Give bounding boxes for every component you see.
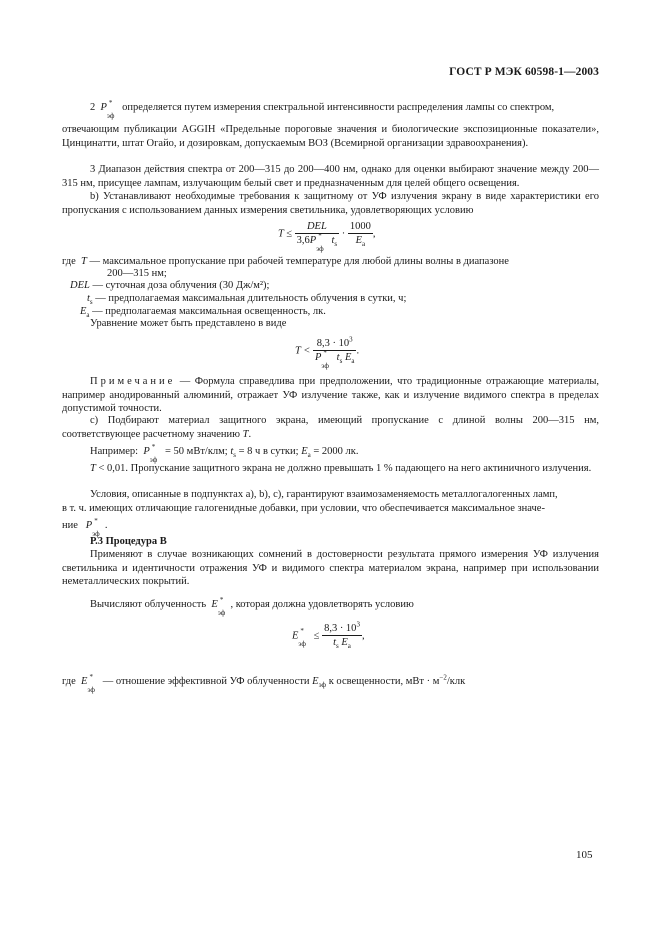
formula-fraction-del: DEL 3,6P * эф $t_s$ [296,221,338,253]
item-b-paragraph: b) Устанавливают необходимые требования к защитному от УФ излучения экрану в виде характеристики его пропускания с использованием данных измерения светильника, удовлетворяющих условию [62,191,599,216]
conditions-line-3: ние P * эф . [62,517,108,538]
formula-simplified: T < $8,3 \cdot 10^3$ P * эф $t_s$ $E_a$ . [295,335,360,370]
note-3-paragraph: 3 Диапазон действия спектра от 200—315 до 200—400 нм, однако для оценки выбирают значение между 200—315 нм, присущее лампам, излучающим белый свет и предназначенным для целей общего освещения. [62,164,599,189]
standard-code-header: ГОСТ Р МЭК 60598-1—2003 [449,66,599,78]
where-t-definition: где T — максимальное пропускание при рабочей температуре для любой длины волны в диапазоне [62,256,509,267]
section-title: Р.3 Процедура В [90,536,167,547]
where-ea-definition: $E_a$ — предполагаемая максимальная освещенность, лк. [80,306,326,320]
conditions-line-1: Условия, описанные в подпунктах a), b), c), гарантируют взаимозаменяемость металлогалогенных ламп, [90,489,558,500]
formula-irradiance-condition: E * эф ≤ $\frac{8,3 \cdot 10^3}{t_s E_a}$ , [292,620,365,651]
where-t-definition-cont: 200—315 нм; [107,268,167,279]
where-ts-definition: $t_s$ — предполагаемая максимальная длительность облучения в сутки, ч; [87,293,407,307]
note-2-continuation: отвечающим публикации AGGIH «Предельные пороговые значения и биологические экспозиционные показатели», Цинцинатти, штат Огайо, и дозировкам, допускаемым ВОЗ (Всемирной организации здравоохранения). [62,124,599,149]
equation-intro: Уравнение может быть представлено в виде [90,318,287,329]
example-values: Например: P * эф = 50 мВт/клм; $t_s = 8$ ч в сутки; $E_a = 2000$ лк. [90,443,359,464]
formula-transmission-condition: T ≤ DEL 3,6P * эф $t_s$ · $\frac{1000}{E_a}$ , [278,221,376,253]
formula-fraction-irradiance: $\frac{8,3 \cdot 10^3}{t_s E_a}$ [324,620,360,651]
item-c-paragraph: c) Подбирают материал защитного экрана, имеющий пропускание с длиной волны 200—315 нм, соответствующее расчетному значению T. [62,415,599,440]
where-del-definition: DEL — суточная доза облучения (30 Дж/м²); [70,280,270,291]
result-paragraph: T < 0,01. Пропускание защитного экрана не должно превышать 1 % падающего на него актиничного излучения. [90,463,592,474]
where-e-eff-definition: где E * эф — отношение эффективной УФ облученности $E_{эф}$ к освещенности, мВт · $м^{-2}$/клк [62,673,466,694]
formula-fraction-illuminance: $\frac{1000}{E_a}$ [349,221,371,249]
compute-irradiance-line: Вычисляют облученность E * эф , которая должна удовлетворять условию [90,596,414,617]
page-number: 105 [576,849,593,861]
conditions-line-2: в т. ч. имеющих отличающие галогенидные добавки, при условии, что обеспечивается максимальное значе- [62,503,545,514]
formula-note: Примечание — Формула справедлива при предположении, что традиционные отражающие материалы, например анодированный алюминий, отражает УФ излучение также, как и излучение видимого спектра в пределах допустимой точности. [62,376,600,415]
section-paragraph: Применяют в случае возникающих сомнений в достоверности результата прямого измерения УФ излучения светильника и идентичности отражения УФ и видимого спектра материалом экрана, например при использовании неметаллических покрытий. [62,549,599,588]
note-2-line-1: 2 P * эф определяется путем измерения спектральной интенсивности распределения лампы со спектром, [90,99,555,120]
formula-fraction-simplified: $8,3 \cdot 10^3$ P * эф $t_s$ $E_a$ [315,335,355,370]
